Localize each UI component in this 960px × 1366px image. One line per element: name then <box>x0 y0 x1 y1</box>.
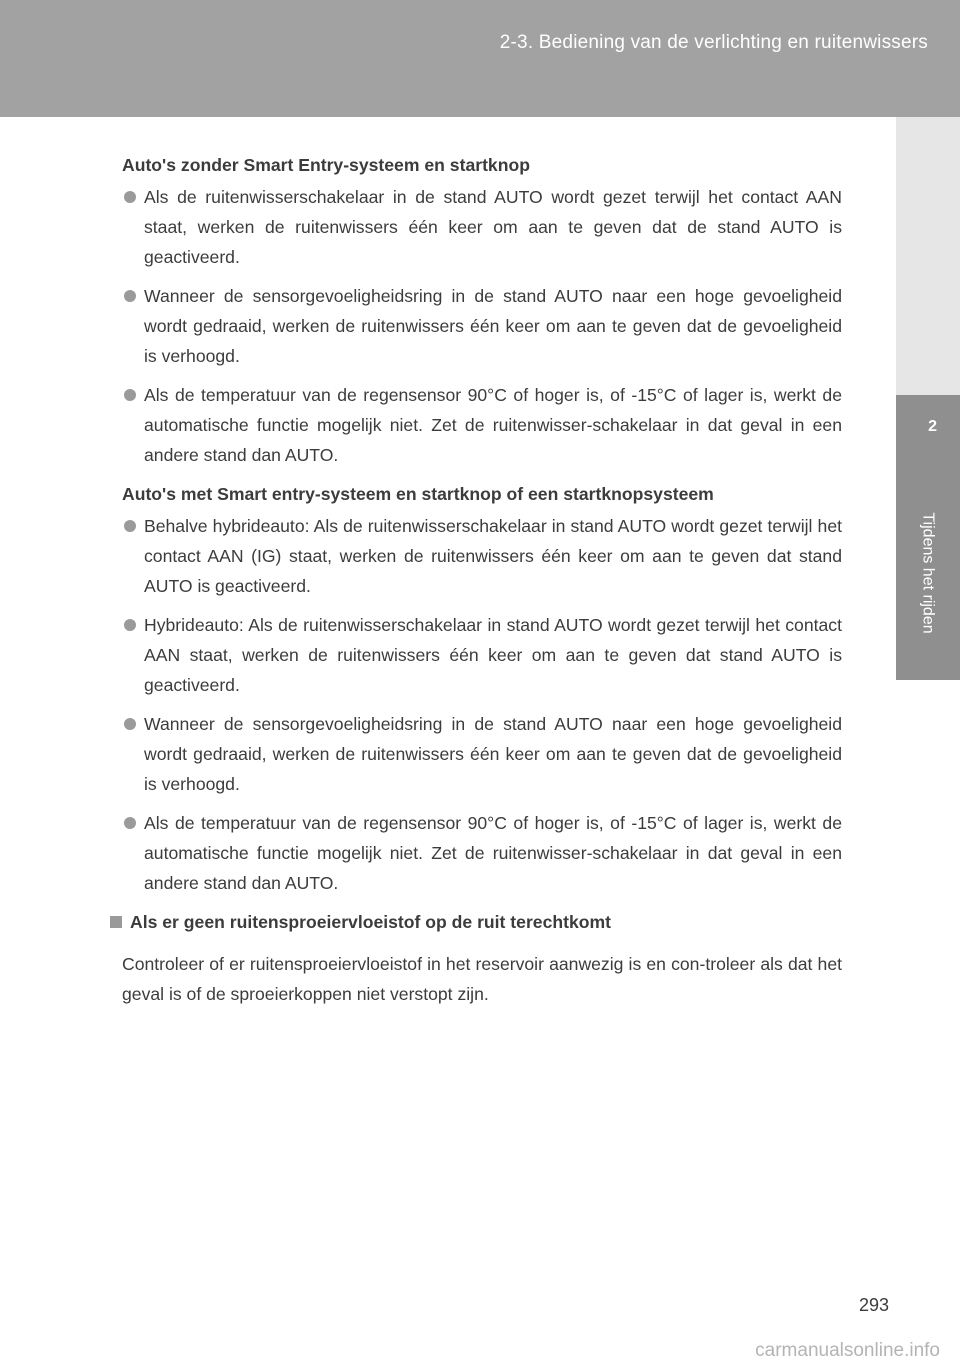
list-item-text: Behalve hybrideauto: Als de ruitenwisserschakelaar in stand AUTO wordt gezet terwijl het contact AAN (IG) staat, werken de ruitenwissers één keer om aan te geven dat stand AUTO is geactiveerd. <box>144 516 842 596</box>
chapter-side-label: Tijdens het rijden <box>920 512 937 634</box>
bullet-icon <box>124 191 136 203</box>
chapter-title: 2-3. Bediening van de verlichting en ruitenwissers <box>499 32 928 53</box>
bullet-icon <box>124 718 136 730</box>
page-header <box>0 0 960 117</box>
list-item-text: Als de temperatuur van de regensensor 90°C of hoger is, of -15°C of lager is, werkt de automatische functie mogelijk niet. Zet de ruitenwisser-schakelaar in dat geval in een andere stand dan AUTO. <box>144 385 842 465</box>
list-item-text: Wanneer de sensorgevoeligheidsring in de stand AUTO naar een hoge gevoeligheid wordt gedraaid, werken de ruitenwissers één keer om aan te geven dat de gevoeligheid is verhoogd. <box>144 286 842 366</box>
section-heading: Auto's met Smart entry-systeem en startknop of een startknopsysteem <box>122 484 714 504</box>
list-item <box>122 511 842 601</box>
page-number: 293 <box>858 1295 889 1315</box>
bullet-icon <box>124 389 136 401</box>
list-item <box>122 610 842 700</box>
list-item <box>122 709 842 799</box>
bullet-icon <box>124 619 136 631</box>
notice-heading-text: Als er geen ruitensproeiervloeistof op de ruit terechtkomt <box>130 912 612 932</box>
notice-paragraph: Controleer of er ruitensproeiervloeistof in het reservoir aanwezig is en con-troleer als dat het geval is of de sproeierkoppen niet verstopt zijn. <box>122 954 842 1004</box>
list-item <box>122 182 842 272</box>
bullet-icon <box>124 290 136 302</box>
notice-heading <box>110 907 842 937</box>
page-content <box>122 150 842 1009</box>
chapter-side-label-wrap <box>896 478 960 668</box>
list-item <box>122 380 842 470</box>
list-item <box>122 808 842 898</box>
list-item-text: Hybrideauto: Als de ruitenwisserschakelaar in stand AUTO wordt gezet terwijl het contact AAN staat, werken de ruitenwissers één keer om aan te geven dat stand AUTO is geactiveerd. <box>144 615 842 695</box>
list-item <box>122 281 842 371</box>
bullet-icon <box>124 817 136 829</box>
list-item-text: Wanneer de sensorgevoeligheidsring in de stand AUTO naar een hoge gevoeligheid wordt gedraaid, werken de ruitenwissers één keer om aan te geven dat de gevoeligheid is verhoogd. <box>144 714 842 794</box>
list-item-text: Als de ruitenwisserschakelaar in de stand AUTO wordt gezet terwijl het contact AAN staat, werken de ruitenwissers één keer om aan te geven dat de stand AUTO is geactiveerd. <box>144 187 842 267</box>
section-heading: Auto's zonder Smart Entry-systeem en startknop <box>122 155 530 175</box>
side-tab-upper <box>896 117 960 395</box>
list-item-text: Als de temperatuur van de regensensor 90°C of hoger is, of -15°C of lager is, werkt de automatische functie mogelijk niet. Zet de ruitenwisser-schakelaar in dat geval in een andere stand dan AUTO. <box>144 813 842 893</box>
chapter-number: 2 <box>928 418 937 435</box>
watermark: carmanualsonline.info <box>755 1340 940 1361</box>
square-bullet-icon <box>110 916 122 928</box>
bullet-icon <box>124 520 136 532</box>
